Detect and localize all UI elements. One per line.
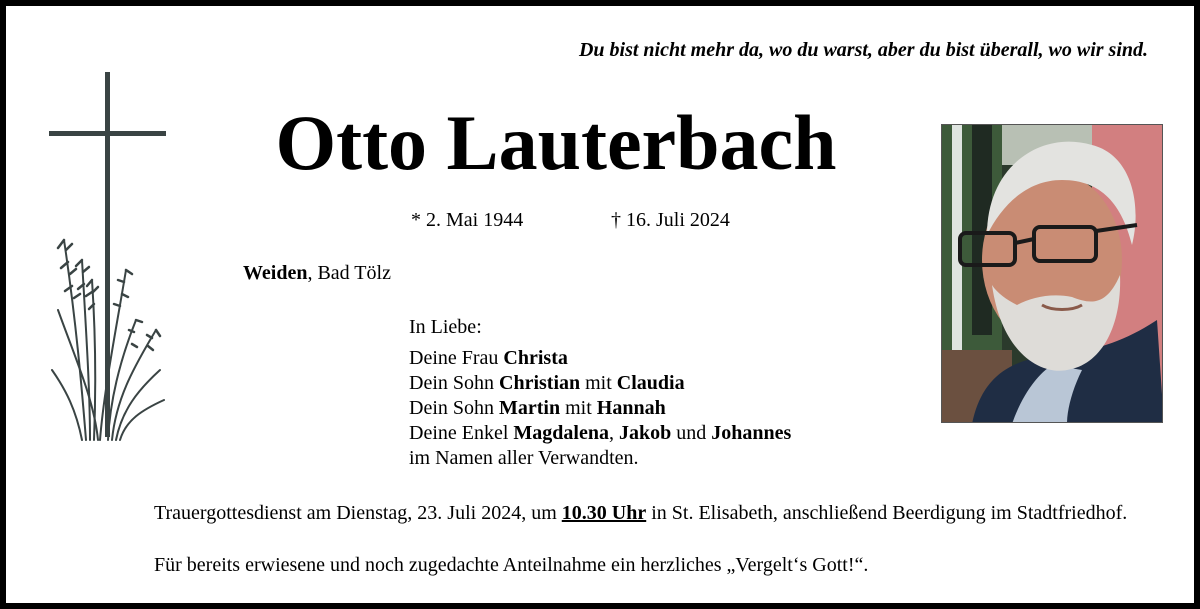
family-son-1: Dein Sohn Christian mit Claudia [409,372,685,394]
family-list [409,315,791,471]
family-wife: Deine Frau Christa [409,347,568,369]
family-grandchildren: Deine Enkel Magdalena, Jakob und Johannes [409,422,792,444]
family-son-2: Dein Sohn Martin mit Hannah [409,397,666,419]
place-rest: , Bad Tölz [307,262,391,284]
family-intro: In Liebe: [409,316,482,338]
portrait-photo [941,124,1163,423]
funeral-service-info: Trauergottesdienst am Dienstag, 23. Juli 2024, um 10.30 Uhr in St. Elisabeth, anschließend Beerdigung im Stadtfriedhof. [154,502,1128,524]
family-closing: im Namen aller Verwandten. [409,447,639,469]
places [243,262,391,285]
motto: Du bist nicht mehr da, wo du warst, aber du bist überall, wo wir sind. [578,39,1148,61]
place-primary: Weiden [243,262,308,284]
death-date: † 16. Juli 2024 [611,209,730,231]
thanks-note: Für bereits erwiesene und noch zugedachte Anteilnahme ein herzliches „Vergelt‘s Gott!“. [154,554,869,576]
deceased-name: Otto Lauterbach [275,99,837,186]
service-time: 10.30 Uhr [561,502,647,524]
birth-date: * 2. Mai 1944 [411,209,524,231]
